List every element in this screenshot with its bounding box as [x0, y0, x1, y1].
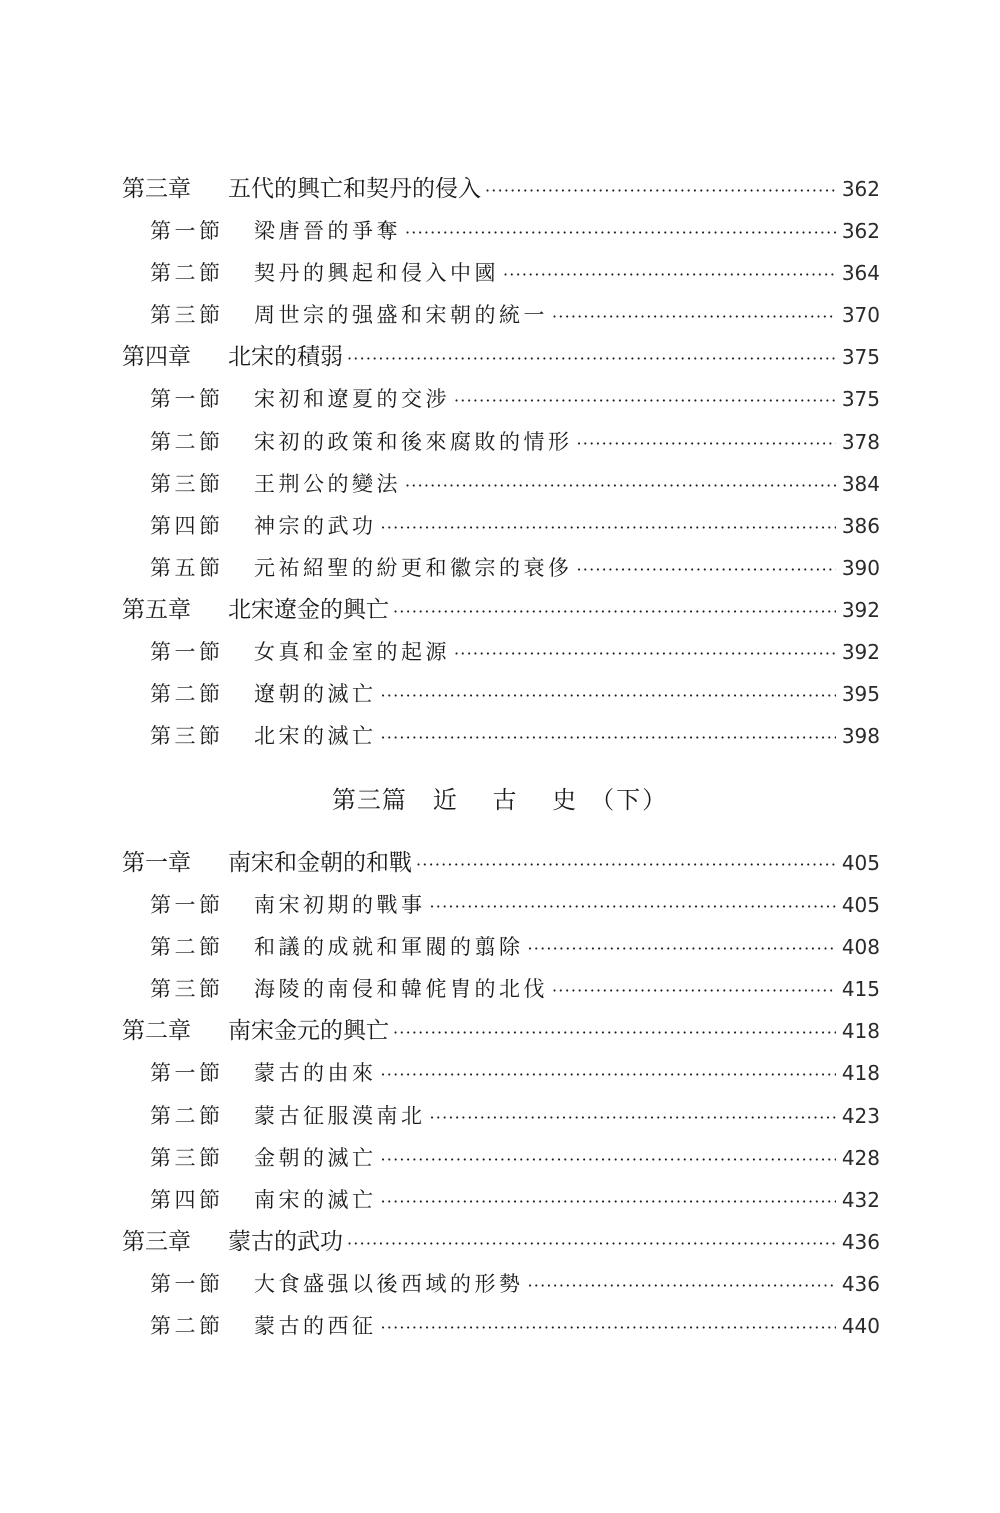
toc-section-entry[interactable] — [122, 1052, 880, 1094]
entry-number: 第三節 — [150, 303, 224, 328]
entry-page-number: 390 — [841, 555, 880, 580]
dot-leader — [393, 1012, 836, 1054]
entry-number: 第二節 — [150, 682, 224, 707]
dot-leader — [381, 675, 836, 717]
entry-title: 南宋和金朝的和戰 — [228, 850, 412, 876]
entry-number: 第二節 — [150, 935, 224, 960]
entry-number: 第一節 — [150, 1271, 224, 1296]
entry-page-number: 436 — [841, 1229, 880, 1254]
entry-number: 第三節 — [150, 1145, 224, 1170]
dot-leader — [430, 1097, 836, 1139]
entry-page-number: 375 — [841, 345, 880, 370]
toc-section-entry[interactable] — [122, 252, 880, 294]
entry-title: 南宋初期的戰事 — [254, 893, 426, 918]
dot-leader — [381, 1139, 836, 1181]
entry-number: 第五節 — [150, 555, 224, 580]
entry-page-number: 398 — [841, 724, 880, 749]
entry-page-number: 418 — [841, 1061, 880, 1086]
entry-number: 第二節 — [150, 429, 224, 454]
entry-page-number: 415 — [841, 977, 880, 1002]
toc-section-entry[interactable] — [122, 210, 880, 252]
entry-number: 第一節 — [150, 219, 224, 244]
toc-section-entry[interactable] — [122, 968, 880, 1010]
dot-leader — [381, 717, 836, 759]
toc-section-entry[interactable] — [122, 547, 880, 589]
entry-title: 蒙古的由來 — [254, 1061, 377, 1086]
toc-section-entry[interactable] — [122, 884, 880, 926]
entry-number: 第三章 — [122, 176, 191, 202]
part-label: 第三篇 — [331, 786, 407, 814]
entry-page-number: 405 — [841, 851, 880, 875]
entry-page-number: 386 — [841, 513, 880, 538]
entry-page-number: 378 — [841, 429, 880, 454]
entry-number: 第四節 — [150, 513, 224, 538]
entry-title: 蒙古的武功 — [228, 1228, 343, 1255]
toc-section-entry[interactable] — [122, 421, 880, 463]
entry-title: 五代的興亡和契丹的侵入 — [228, 176, 481, 202]
entry-page-number: 362 — [841, 177, 880, 201]
toc-list-top — [122, 168, 880, 757]
part-suffix: （下） — [590, 786, 669, 814]
dot-leader — [405, 212, 836, 254]
dot-leader — [416, 844, 836, 886]
toc-chapter-entry[interactable] — [122, 1010, 880, 1052]
entry-page-number: 432 — [841, 1187, 880, 1212]
entry-number: 第一章 — [122, 850, 191, 876]
entry-page-number: 375 — [841, 387, 880, 412]
toc-section-entry[interactable] — [122, 294, 880, 336]
toc-section-entry[interactable] — [122, 1263, 880, 1305]
toc-chapter-entry[interactable] — [122, 1221, 880, 1263]
toc-section-entry[interactable] — [122, 1137, 880, 1179]
entry-title: 神宗的武功 — [254, 513, 377, 538]
entry-page-number: 364 — [841, 261, 880, 286]
entry-number: 第一節 — [150, 640, 224, 665]
entry-title: 和議的成就和軍閥的翦除 — [254, 935, 524, 960]
entry-page-number: 418 — [841, 1019, 880, 1044]
entry-page-number: 395 — [841, 682, 880, 707]
entry-number: 第一節 — [150, 1061, 224, 1086]
toc-chapter-entry[interactable] — [122, 589, 880, 631]
entry-page-number: 392 — [841, 597, 880, 622]
entry-page-number: 408 — [841, 935, 880, 960]
entry-title: 王荆公的變法 — [254, 471, 401, 496]
toc-section-entry[interactable] — [122, 378, 880, 420]
part-heading — [0, 780, 1000, 820]
entry-number: 第二章 — [122, 1018, 191, 1045]
entry-number: 第五章 — [122, 596, 191, 623]
entry-title: 海陵的南侵和韓侂胄的北伐 — [254, 977, 548, 1002]
toc-section-entry[interactable] — [122, 1305, 880, 1347]
entry-page-number: 370 — [841, 303, 880, 328]
entry-title: 北宋的積弱 — [228, 344, 343, 371]
entry-title: 北宋的滅亡 — [254, 724, 377, 749]
entry-number: 第四節 — [150, 1187, 224, 1212]
dot-leader — [552, 296, 836, 338]
toc-chapter-entry[interactable] — [122, 842, 880, 884]
toc-section-entry[interactable] — [122, 631, 880, 673]
dot-leader — [381, 1181, 836, 1223]
toc-section-entry[interactable] — [122, 715, 880, 757]
toc-section-entry[interactable] — [122, 505, 880, 547]
entry-page-number: 405 — [841, 893, 880, 918]
entry-number: 第二節 — [150, 261, 224, 286]
entry-page-number: 436 — [841, 1271, 880, 1296]
part-title: 近 古 史 — [432, 786, 591, 814]
entry-title: 南宋金元的興亡 — [228, 1018, 389, 1045]
dot-leader — [503, 254, 836, 296]
entry-title: 宋初和遼夏的交涉 — [254, 387, 450, 412]
entry-number: 第一節 — [150, 893, 224, 918]
entry-title: 女真和金室的起源 — [254, 640, 450, 665]
entry-title: 遼朝的滅亡 — [254, 682, 377, 707]
entry-number: 第三節 — [150, 471, 224, 496]
toc-chapter-entry[interactable] — [122, 336, 880, 378]
dot-leader — [528, 1265, 836, 1307]
dot-leader — [454, 380, 836, 422]
entry-title: 契丹的興起和侵入中國 — [254, 261, 499, 286]
entry-page-number: 392 — [841, 640, 880, 665]
dot-leader — [393, 591, 836, 633]
entry-number: 第四章 — [122, 344, 191, 371]
entry-title: 北宋遼金的興亡 — [228, 596, 389, 623]
entry-title: 蒙古征服漠南北 — [254, 1103, 426, 1128]
entry-page-number: 440 — [841, 1314, 880, 1339]
entry-number: 第三節 — [150, 724, 224, 749]
entry-title: 梁唐晉的爭奪 — [254, 219, 401, 244]
toc-section-entry[interactable] — [122, 1095, 880, 1137]
entry-page-number: 428 — [841, 1145, 880, 1170]
dot-leader — [528, 928, 836, 970]
dot-leader — [381, 507, 836, 549]
entry-title: 金朝的滅亡 — [254, 1145, 377, 1170]
dot-leader — [577, 423, 836, 465]
toc-section-entry[interactable] — [122, 1179, 880, 1221]
dot-leader — [430, 886, 836, 928]
entry-number: 第一節 — [150, 387, 224, 412]
dot-leader — [347, 1223, 836, 1265]
dot-leader — [347, 338, 836, 380]
entry-number: 第二節 — [150, 1103, 224, 1128]
entry-title: 南宋的滅亡 — [254, 1187, 377, 1212]
dot-leader — [405, 465, 836, 507]
dot-leader — [454, 633, 836, 675]
toc-section-entry[interactable] — [122, 463, 880, 505]
entry-title: 周世宗的强盛和宋朝的統一 — [254, 303, 548, 328]
toc-section-entry[interactable] — [122, 926, 880, 968]
entry-page-number: 362 — [841, 219, 880, 244]
entry-number: 第二節 — [150, 1314, 224, 1339]
dot-leader — [577, 549, 836, 591]
dot-leader — [485, 170, 836, 212]
entry-number: 第三節 — [150, 977, 224, 1002]
entry-title: 大食盛强以後西域的形勢 — [254, 1271, 524, 1296]
entry-page-number: 423 — [841, 1103, 880, 1128]
toc-list-bottom — [122, 842, 880, 1347]
entry-title: 蒙古的西征 — [254, 1314, 377, 1339]
toc-section-entry[interactable] — [122, 673, 880, 715]
entry-title: 元祐紹聖的紛更和徽宗的衰侈 — [254, 555, 573, 580]
entry-number: 第三章 — [122, 1228, 191, 1255]
entry-title: 宋初的政策和後來腐敗的情形 — [254, 429, 573, 454]
dot-leader — [552, 970, 836, 1012]
entry-page-number: 384 — [841, 471, 880, 496]
toc-chapter-entry[interactable] — [122, 168, 880, 210]
dot-leader — [381, 1307, 836, 1349]
dot-leader — [381, 1054, 836, 1096]
